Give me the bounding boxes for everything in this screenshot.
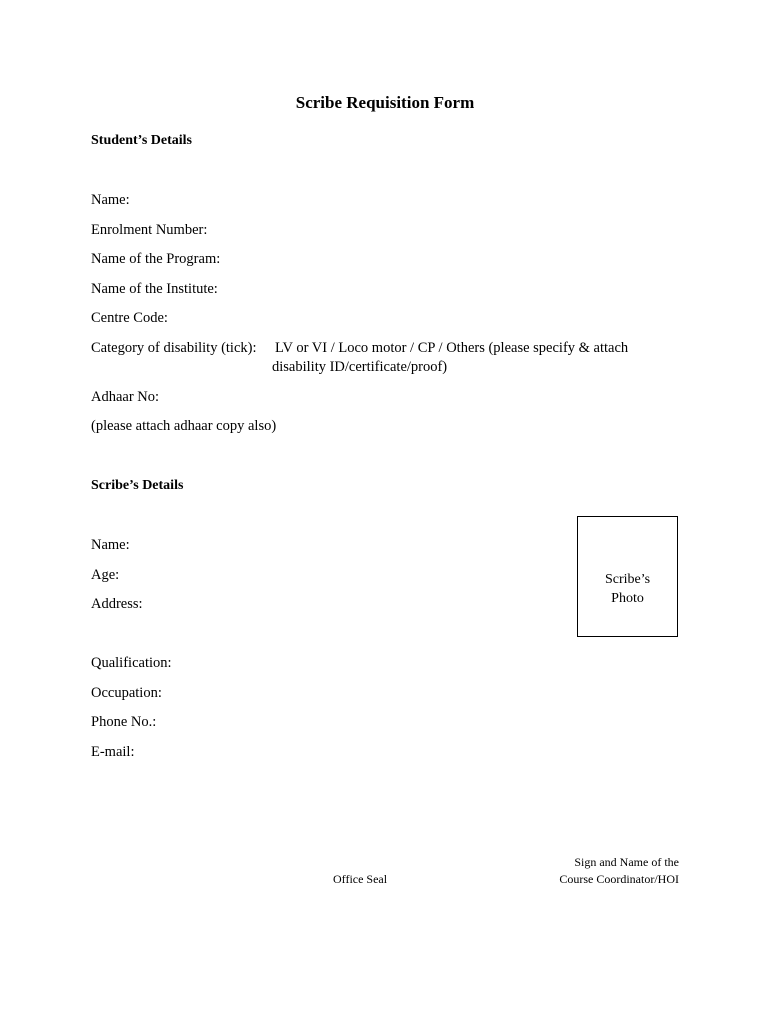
- scribe-photo-caption-line2: Photo: [611, 591, 644, 606]
- scribe-phone-label: Phone No.:: [91, 714, 157, 730]
- scribe-details-heading: Scribe’s Details: [91, 478, 184, 493]
- student-name-label: Name:: [91, 192, 130, 208]
- office-seal-label: Office Seal: [333, 872, 388, 886]
- scribe-email-label: E-mail:: [91, 744, 135, 760]
- signature-line1: Sign and Name of the: [574, 855, 679, 869]
- centre-code-label: Centre Code:: [91, 310, 168, 326]
- form-title: Scribe Requisition Form: [295, 93, 475, 112]
- scribe-age-label: Age:: [91, 567, 120, 583]
- scribe-occupation-label: Occupation:: [91, 685, 162, 701]
- scribe-name-label: Name:: [91, 537, 130, 553]
- program-name-label: Name of the Program:: [91, 251, 221, 267]
- student-details-heading: Student’s Details: [91, 133, 192, 148]
- institute-name-label: Name of the Institute:: [91, 281, 218, 297]
- enrolment-number-label: Enrolment Number:: [91, 222, 208, 238]
- signature-line2: Course Coordinator/HOI: [559, 872, 679, 886]
- disability-options-continued: disability ID/certificate/proof): [272, 359, 448, 375]
- scribe-qualification-label: Qualification:: [91, 655, 172, 671]
- adhaar-number-label: Adhaar No:: [91, 389, 160, 405]
- scribe-photo-caption-line1: Scribe’s: [604, 572, 651, 587]
- disability-category-label: Category of disability (tick):: [91, 340, 257, 356]
- scribe-photo-caption: [578, 570, 677, 608]
- adhaar-note: (please attach adhaar copy also): [91, 418, 277, 434]
- signature-block: [559, 854, 679, 888]
- disability-options: LV or VI / Loco motor / CP / Others (please specify & attach: [275, 340, 629, 356]
- scribe-photo-box: [577, 516, 678, 637]
- scribe-address-label: Address:: [91, 596, 143, 612]
